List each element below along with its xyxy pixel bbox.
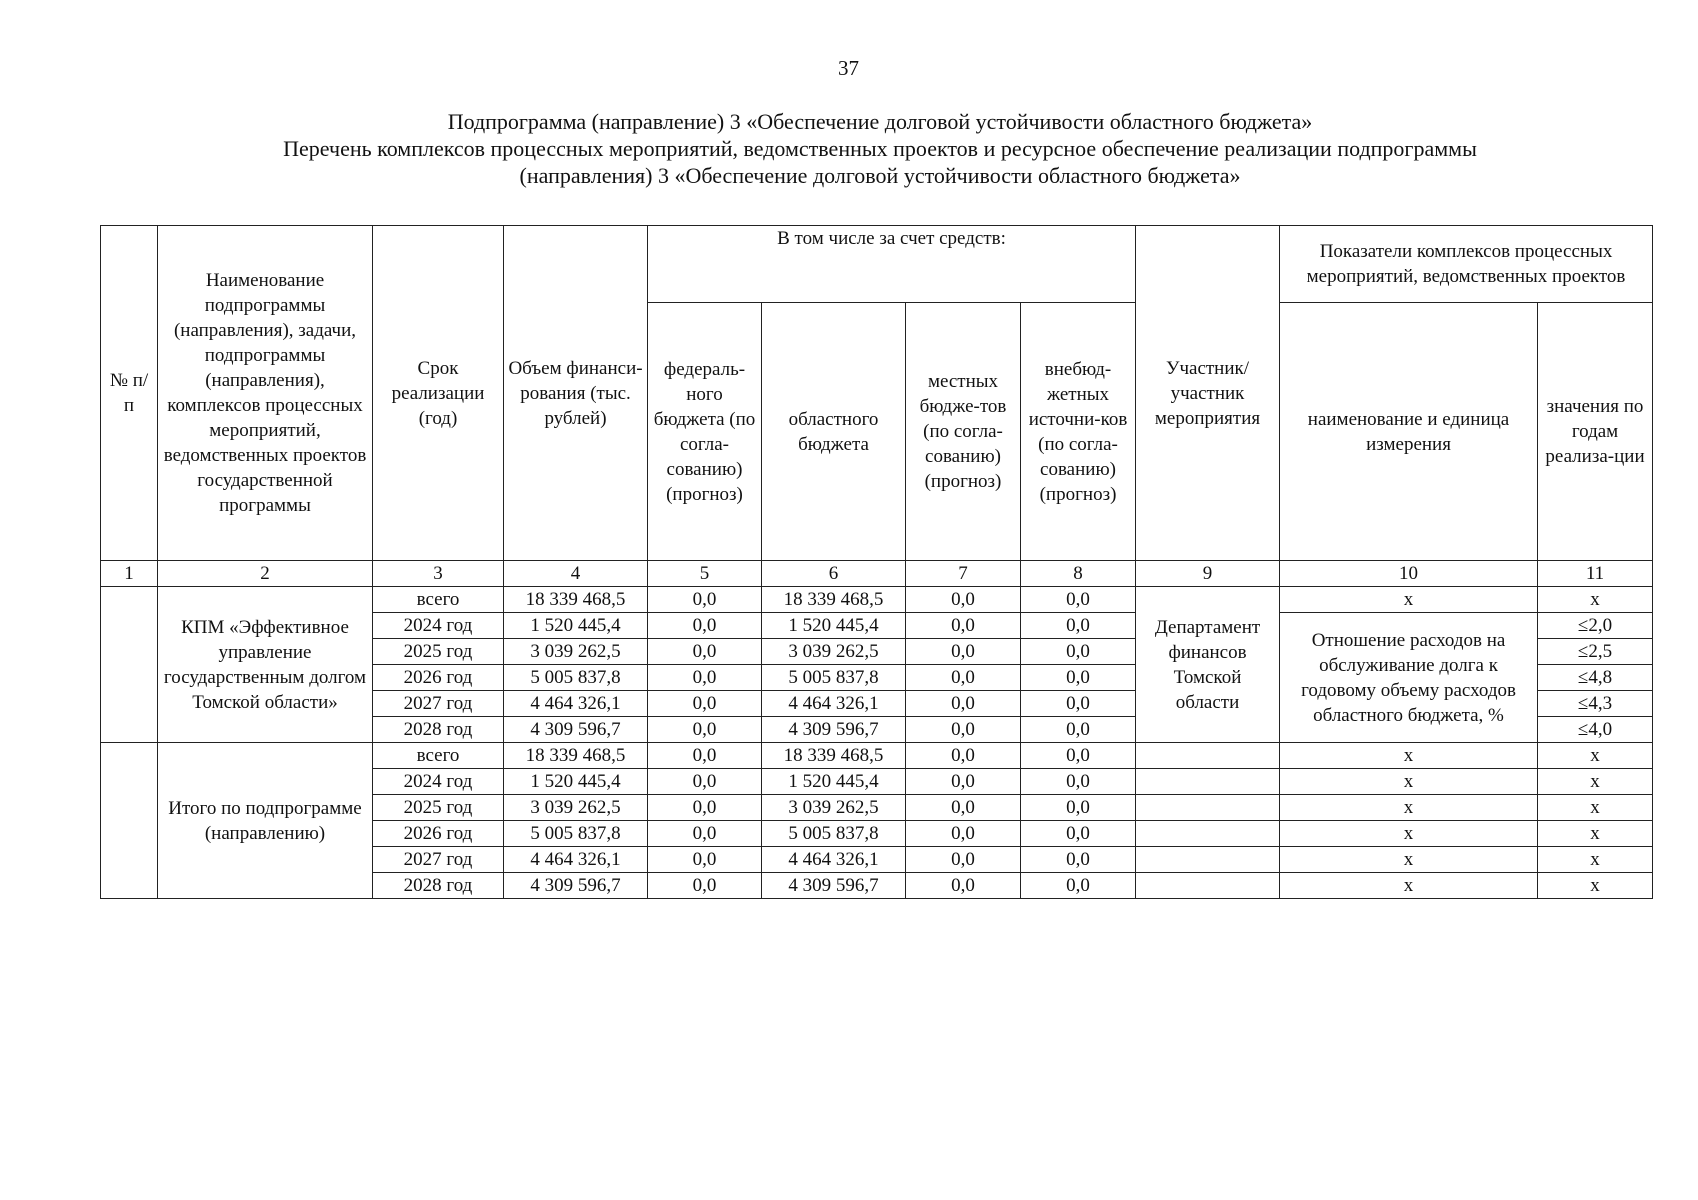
- volume-cell: 1 520 445,4: [504, 769, 648, 795]
- col-number: 4: [504, 561, 648, 587]
- col-number: 10: [1280, 561, 1538, 587]
- local-cell: 0,0: [906, 795, 1021, 821]
- local-cell: 0,0: [906, 769, 1021, 795]
- col-number: 3: [373, 561, 504, 587]
- col-number: 8: [1021, 561, 1136, 587]
- row-num-cell: [101, 587, 158, 743]
- indicator-value-cell: ≤4,0: [1538, 717, 1653, 743]
- indicator-value-cell: х: [1538, 873, 1653, 899]
- heading-line-2: Перечень комплексов процессных мероприятий, ведомственных проектов и ресурсное обеспечение реализации подпрограммы: [283, 136, 1477, 161]
- participant-cell: [1136, 795, 1280, 821]
- year-cell: всего: [373, 743, 504, 769]
- volume-cell: 3 039 262,5: [504, 639, 648, 665]
- document-heading: [100, 108, 1660, 189]
- local-cell: 0,0: [906, 873, 1021, 899]
- year-cell: 2025 год: [373, 795, 504, 821]
- indicator-name-cell: х: [1280, 587, 1538, 613]
- regional-cell: 1 520 445,4: [762, 613, 906, 639]
- federal-cell: 0,0: [648, 847, 762, 873]
- regional-cell: 1 520 445,4: [762, 769, 906, 795]
- indicator-name-cell: х: [1280, 873, 1538, 899]
- header-local: местных бюдже-тов (по согла-сованию) (прогноз): [906, 303, 1021, 561]
- year-cell: 2028 год: [373, 717, 504, 743]
- local-cell: 0,0: [906, 691, 1021, 717]
- volume-cell: 4 309 596,7: [504, 717, 648, 743]
- header-regional: областного бюджета: [762, 303, 906, 561]
- header-federal: федераль-ного бюджета (по согла-сованию) (прогноз): [648, 303, 762, 561]
- extra-cell: 0,0: [1021, 847, 1136, 873]
- local-cell: 0,0: [906, 613, 1021, 639]
- volume-cell: 4 309 596,7: [504, 873, 648, 899]
- col-number: 2: [158, 561, 373, 587]
- volume-cell: 4 464 326,1: [504, 847, 648, 873]
- header-name: Наименование подпрограммы (направления), задачи, подпрограммы (направления), комплексов процессных мероприятий, ведомственных проектов государственной программы: [158, 226, 373, 561]
- year-cell: 2027 год: [373, 691, 504, 717]
- local-cell: 0,0: [906, 743, 1021, 769]
- extra-cell: 0,0: [1021, 821, 1136, 847]
- volume-cell: 5 005 837,8: [504, 665, 648, 691]
- regional-cell: 4 309 596,7: [762, 873, 906, 899]
- header-num: № п/п: [101, 226, 158, 561]
- regional-cell: 4 464 326,1: [762, 691, 906, 717]
- year-cell: 2024 год: [373, 769, 504, 795]
- year-cell: 2024 год: [373, 613, 504, 639]
- col-number: 11: [1538, 561, 1653, 587]
- indicator-name-cell: х: [1280, 769, 1538, 795]
- extra-cell: 0,0: [1021, 743, 1136, 769]
- col-number: 9: [1136, 561, 1280, 587]
- financing-table: [100, 225, 1653, 899]
- col-number: 7: [906, 561, 1021, 587]
- federal-cell: 0,0: [648, 873, 762, 899]
- year-cell: 2026 год: [373, 821, 504, 847]
- indicator-value-cell: х: [1538, 769, 1653, 795]
- volume-cell: 3 039 262,5: [504, 795, 648, 821]
- indicator-value-cell: х: [1538, 795, 1653, 821]
- regional-cell: 4 309 596,7: [762, 717, 906, 743]
- header-participant: Участник/ участник мероприятия: [1136, 226, 1280, 561]
- header-extra: внебюд-жетных источни-ков (по согла-сованию) (прогноз): [1021, 303, 1136, 561]
- regional-cell: 5 005 837,8: [762, 821, 906, 847]
- participant-cell: [1136, 743, 1280, 769]
- federal-cell: 0,0: [648, 769, 762, 795]
- regional-cell: 3 039 262,5: [762, 639, 906, 665]
- regional-cell: 5 005 837,8: [762, 665, 906, 691]
- federal-cell: 0,0: [648, 665, 762, 691]
- row-num-cell: [101, 743, 158, 899]
- indicator-value-cell: ≤4,8: [1538, 665, 1653, 691]
- year-cell: 2026 год: [373, 665, 504, 691]
- indicator-name-cell: х: [1280, 821, 1538, 847]
- header-volume: Объем финанси-рования (тыс. рублей): [504, 226, 648, 561]
- volume-cell: 18 339 468,5: [504, 743, 648, 769]
- header-indicator-values: значения по годам реализа-ции: [1538, 303, 1653, 561]
- col-number: 6: [762, 561, 906, 587]
- indicator-value-cell: х: [1538, 587, 1653, 613]
- page-number: 37: [838, 56, 859, 80]
- extra-cell: 0,0: [1021, 613, 1136, 639]
- header-indicator-name: наименование и единица измерения: [1280, 303, 1538, 561]
- local-cell: 0,0: [906, 587, 1021, 613]
- federal-cell: 0,0: [648, 613, 762, 639]
- regional-cell: 18 339 468,5: [762, 587, 906, 613]
- indicator-value-cell: ≤4,3: [1538, 691, 1653, 717]
- indicator-value-cell: ≤2,5: [1538, 639, 1653, 665]
- year-cell: 2025 год: [373, 639, 504, 665]
- heading-line-3: (направления) 3 «Обеспечение долговой устойчивости областного бюджета»: [519, 163, 1241, 188]
- heading-line-1: Подпрограмма (направление) 3 «Обеспечение долговой устойчивости областного бюджета»: [447, 109, 1313, 134]
- extra-cell: 0,0: [1021, 873, 1136, 899]
- volume-cell: 4 464 326,1: [504, 691, 648, 717]
- indicator-value-cell: ≤2,0: [1538, 613, 1653, 639]
- indicator-name-cell: Отношение расходов на обслуживание долга к годовому объему расходов областного бюджета, %: [1280, 613, 1538, 743]
- federal-cell: 0,0: [648, 691, 762, 717]
- volume-cell: 5 005 837,8: [504, 821, 648, 847]
- volume-cell: 18 339 468,5: [504, 587, 648, 613]
- participant-cell: [1136, 873, 1280, 899]
- federal-cell: 0,0: [648, 639, 762, 665]
- table-row: [101, 743, 1653, 769]
- header-term: Срок реализации (год): [373, 226, 504, 561]
- federal-cell: 0,0: [648, 587, 762, 613]
- extra-cell: 0,0: [1021, 639, 1136, 665]
- total-name-cell: Итого по подпрограмме (направлению): [158, 743, 373, 899]
- indicator-value-cell: х: [1538, 847, 1653, 873]
- header-including: В том числе за счет средств:: [648, 226, 1136, 303]
- indicator-name-cell: х: [1280, 795, 1538, 821]
- participant-cell: [1136, 821, 1280, 847]
- federal-cell: 0,0: [648, 795, 762, 821]
- federal-cell: 0,0: [648, 821, 762, 847]
- extra-cell: 0,0: [1021, 665, 1136, 691]
- extra-cell: 0,0: [1021, 769, 1136, 795]
- col-number: 1: [101, 561, 158, 587]
- year-cell: всего: [373, 587, 504, 613]
- extra-cell: 0,0: [1021, 795, 1136, 821]
- extra-cell: 0,0: [1021, 717, 1136, 743]
- participant-cell: [1136, 769, 1280, 795]
- local-cell: 0,0: [906, 847, 1021, 873]
- year-cell: 2028 год: [373, 873, 504, 899]
- local-cell: 0,0: [906, 665, 1021, 691]
- indicator-value-cell: х: [1538, 743, 1653, 769]
- indicator-name-cell: х: [1280, 847, 1538, 873]
- regional-cell: 18 339 468,5: [762, 743, 906, 769]
- column-numbers-row: [101, 561, 1653, 587]
- federal-cell: 0,0: [648, 717, 762, 743]
- local-cell: 0,0: [906, 821, 1021, 847]
- extra-cell: 0,0: [1021, 587, 1136, 613]
- year-cell: 2027 год: [373, 847, 504, 873]
- federal-cell: 0,0: [648, 743, 762, 769]
- volume-cell: 1 520 445,4: [504, 613, 648, 639]
- header-indicators: Показатели комплексов процессных мероприятий, ведомственных проектов: [1280, 226, 1653, 303]
- table-row: [101, 587, 1653, 613]
- local-cell: 0,0: [906, 639, 1021, 665]
- regional-cell: 3 039 262,5: [762, 795, 906, 821]
- extra-cell: 0,0: [1021, 691, 1136, 717]
- indicator-name-cell: х: [1280, 743, 1538, 769]
- program-name-cell: КПМ «Эффективное управление государственным долгом Томской области»: [158, 587, 373, 743]
- participant-cell: Департамент финансов Томской области: [1136, 587, 1280, 743]
- col-number: 5: [648, 561, 762, 587]
- local-cell: 0,0: [906, 717, 1021, 743]
- regional-cell: 4 464 326,1: [762, 847, 906, 873]
- indicator-value-cell: х: [1538, 821, 1653, 847]
- participant-cell: [1136, 847, 1280, 873]
